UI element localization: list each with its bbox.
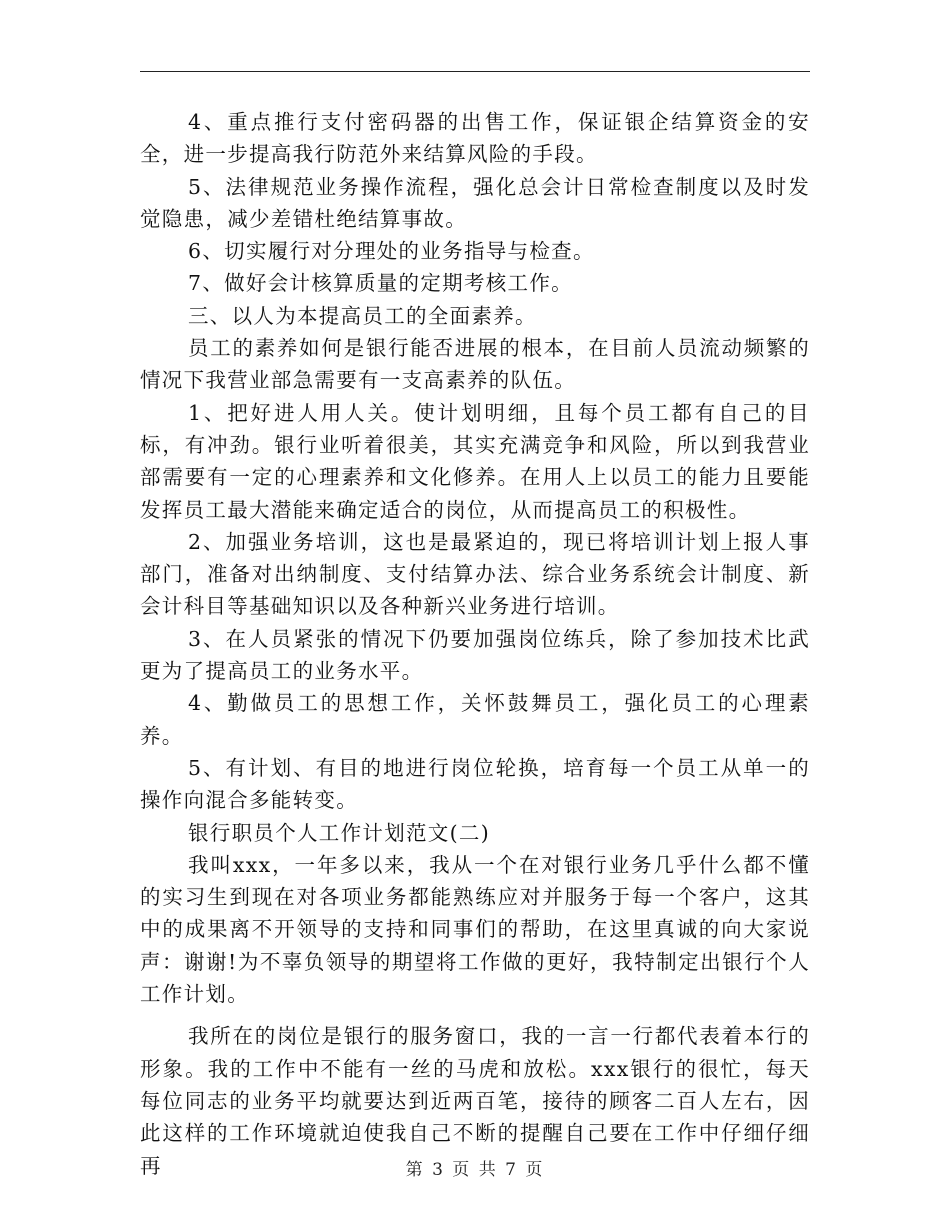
header-rule [140, 71, 810, 72]
section-heading: 三、以人为本提高员工的全面素养。 [188, 303, 537, 328]
article-title: 银行职员个人工作计划范文(二) [188, 820, 490, 845]
paragraph: 1、把好进人用人关。使计划明细，且每个员工都有自己的目标，有冲劲。银行业听着很美，其实充满竞争和风险，所以到我营业部需要有一定的心理素养和文化修养。在用人上以员工的能力且要能发挥员工最大潜能来确定适合的岗位，从而提高员工的积极性。 [140, 400, 810, 522]
paragraph: 我所在的岗位是银行的服务窗口，我的一言一行都代表着本行的形象。我的工作中不能有一丝的马虎和放松。xxx银行的很忙，每天每位同志的业务平均就要达到近两百笔，接待的顾客二百人左右，因此这样的工作环境就迫使我自己不断的提醒自己要在工作中仔细仔细再 [140, 1024, 810, 1178]
page-number: 第 3 页 共 7 页 [405, 1160, 545, 1180]
document-body [140, 106, 810, 1182]
paragraph: 2、加强业务培训，这也是最紧迫的，现已将培训计划上报人事部门，准备对出纳制度、支付结算办法、综合业务系统会计制度、新会计科目等基础知识以及各种新兴业务进行培训。 [140, 529, 810, 619]
paragraph: 4、勤做员工的思想工作，关怀鼓舞员工，强化员工的心理素养。 [140, 691, 810, 748]
paragraph: 我叫xxx，一年多以来，我从一个在对银行业务几乎什么都不懂的实习生到现在对各项业务都能熟练应对并服务于每一个客户，这其中的成果离不开领导的支持和同事们的帮助，在这里真诚的向大家说声：谢谢!为不辜负领导的期望将工作做的更好，我特制定出银行个人工作计划。 [140, 852, 810, 1007]
paragraph: 5、有计划、有目的地进行岗位轮换，培育每一个员工从单一的操作向混合多能转变。 [140, 755, 810, 813]
paragraph: 7、做好会计核算质量的定期考核工作。 [188, 271, 573, 296]
paragraph: 员工的素养如何是银行能否进展的根本，在目前人员流动频繁的情况下我营业部急需要有一支高素养的队伍。 [140, 336, 810, 393]
paragraph: 4、重点推行支付密码器的出售工作，保证银企结算资金的安全，进一步提高我行防范外来结算风险的手段。 [140, 110, 810, 167]
paragraph: 5、法律规范业务操作流程，强化总会计日常检查制度以及时发觉隐患，减少差错杜绝结算事故。 [140, 174, 810, 231]
paragraph-gap [140, 1010, 810, 1020]
paragraph: 3、在人员紧张的情况下仍要加强岗位练兵，除了参加技术比武更为了提高员工的业务水平。 [140, 626, 810, 684]
paragraph: 6、切实履行对分理处的业务指导与检查。 [188, 239, 595, 264]
